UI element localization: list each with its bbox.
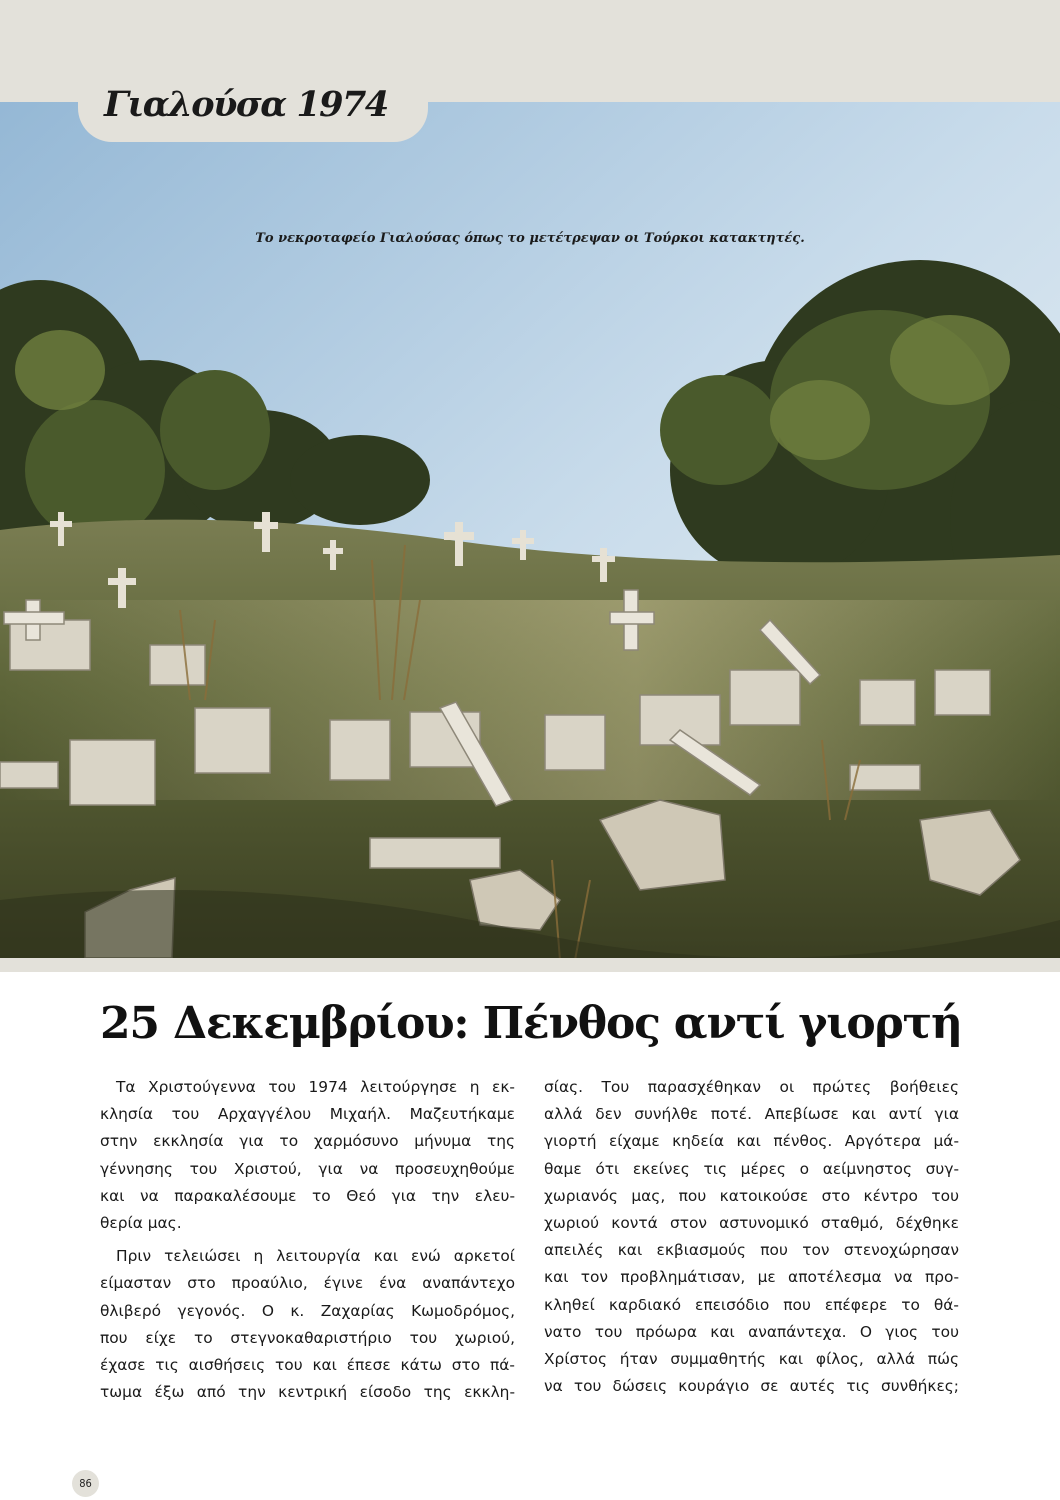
article-paragraph (100, 1074, 515, 1237)
section-title: Γιαλούσα 1974 (104, 84, 388, 125)
text-line: κληθεί καρδιακό επεισόδιο που επέφερε το θά- (544, 1295, 959, 1314)
text-line: έχασε τις αισθήσεις του και έπεσε κάτω στο πά- (100, 1355, 515, 1374)
article-paragraph (100, 1243, 515, 1406)
text-line: αλλά δεν συνήλθε ποτέ. Απεβίωσε και αντί για (544, 1105, 959, 1124)
text-line: να του δώσεις κουράγιο σε αυτές τις συνθήκες; (544, 1377, 959, 1396)
text-line: χωριού κοντά στον αστυνομικό σταθμό, δέχθηκε (544, 1213, 959, 1232)
text-line: είμασταν στο προαύλιο, έγινε ένα αναπάντεχο (100, 1274, 515, 1293)
text-line: Πριν τελειώσει η λειτουργία και ενώ αρκετοί (116, 1247, 515, 1266)
photo-bottom-band (0, 958, 1060, 972)
text-line: και τον προβλημάτισαν, με αποτέλεσμα να προ- (544, 1268, 959, 1287)
article-headline: 25 Δεκεμβρίου: Πένθος αντί γιορτή (100, 998, 962, 1049)
text-line: και να παρακαλέσουμε το Θεό για την ελευ- (100, 1186, 515, 1205)
text-line: θερία μας. (100, 1213, 182, 1232)
text-line: νατο του πρόωρα και αναπάντεχα. Ο γιος του (544, 1322, 959, 1341)
text-line: κλησία του Αρχαγγέλου Μιχαήλ. Μαζευτήκαμε (100, 1105, 515, 1124)
text-line: Τα Χριστούγεννα του 1974 λειτούργησε η εκ- (116, 1078, 515, 1096)
text-line: γιορτή είχαμε κηδεία και πένθος. Αργότερα μά- (544, 1132, 959, 1151)
page-number: 86 (72, 1470, 99, 1497)
text-line: γέννησης του Χριστού, για να προσευχηθούμε (100, 1159, 515, 1178)
text-line: θλιβερό γεγονός. Ο κ. Ζαχαρίας Κωμοδρόμος, (100, 1301, 515, 1320)
article-column-left (100, 1074, 515, 1406)
text-line: χωριανός μας, που κατοικούσε στο κέντρο του (544, 1186, 959, 1205)
text-line: τωμα έξω από την κεντρική είσοδο της εκκλη- (100, 1383, 515, 1402)
text-line: στην εκκλησία για το χαρμόσυνο μήνυμα της (100, 1132, 515, 1151)
text-line: θαμε ότι εκείνες τις μέρες ο αείμνηστος συγ- (544, 1159, 959, 1178)
photo-caption: Το νεκροταφείο Γιαλούσας όπως το μετέτρεψαν οι Τούρκοι κατακτητές. (255, 231, 805, 246)
text-line: απειλές και εκβιασμούς που τον στενοχώρησαν (544, 1241, 959, 1260)
text-line: σίας. Του παρασχέθηκαν οι πρώτες βοήθειες (544, 1078, 959, 1096)
text-line: που είχε το στεγνοκαθαριστήριο του χωριού, (100, 1328, 515, 1347)
text-line: Χρίστος ήταν συμμαθητής και φίλος, αλλά πώς (544, 1349, 959, 1368)
article-column-right (544, 1074, 959, 1400)
